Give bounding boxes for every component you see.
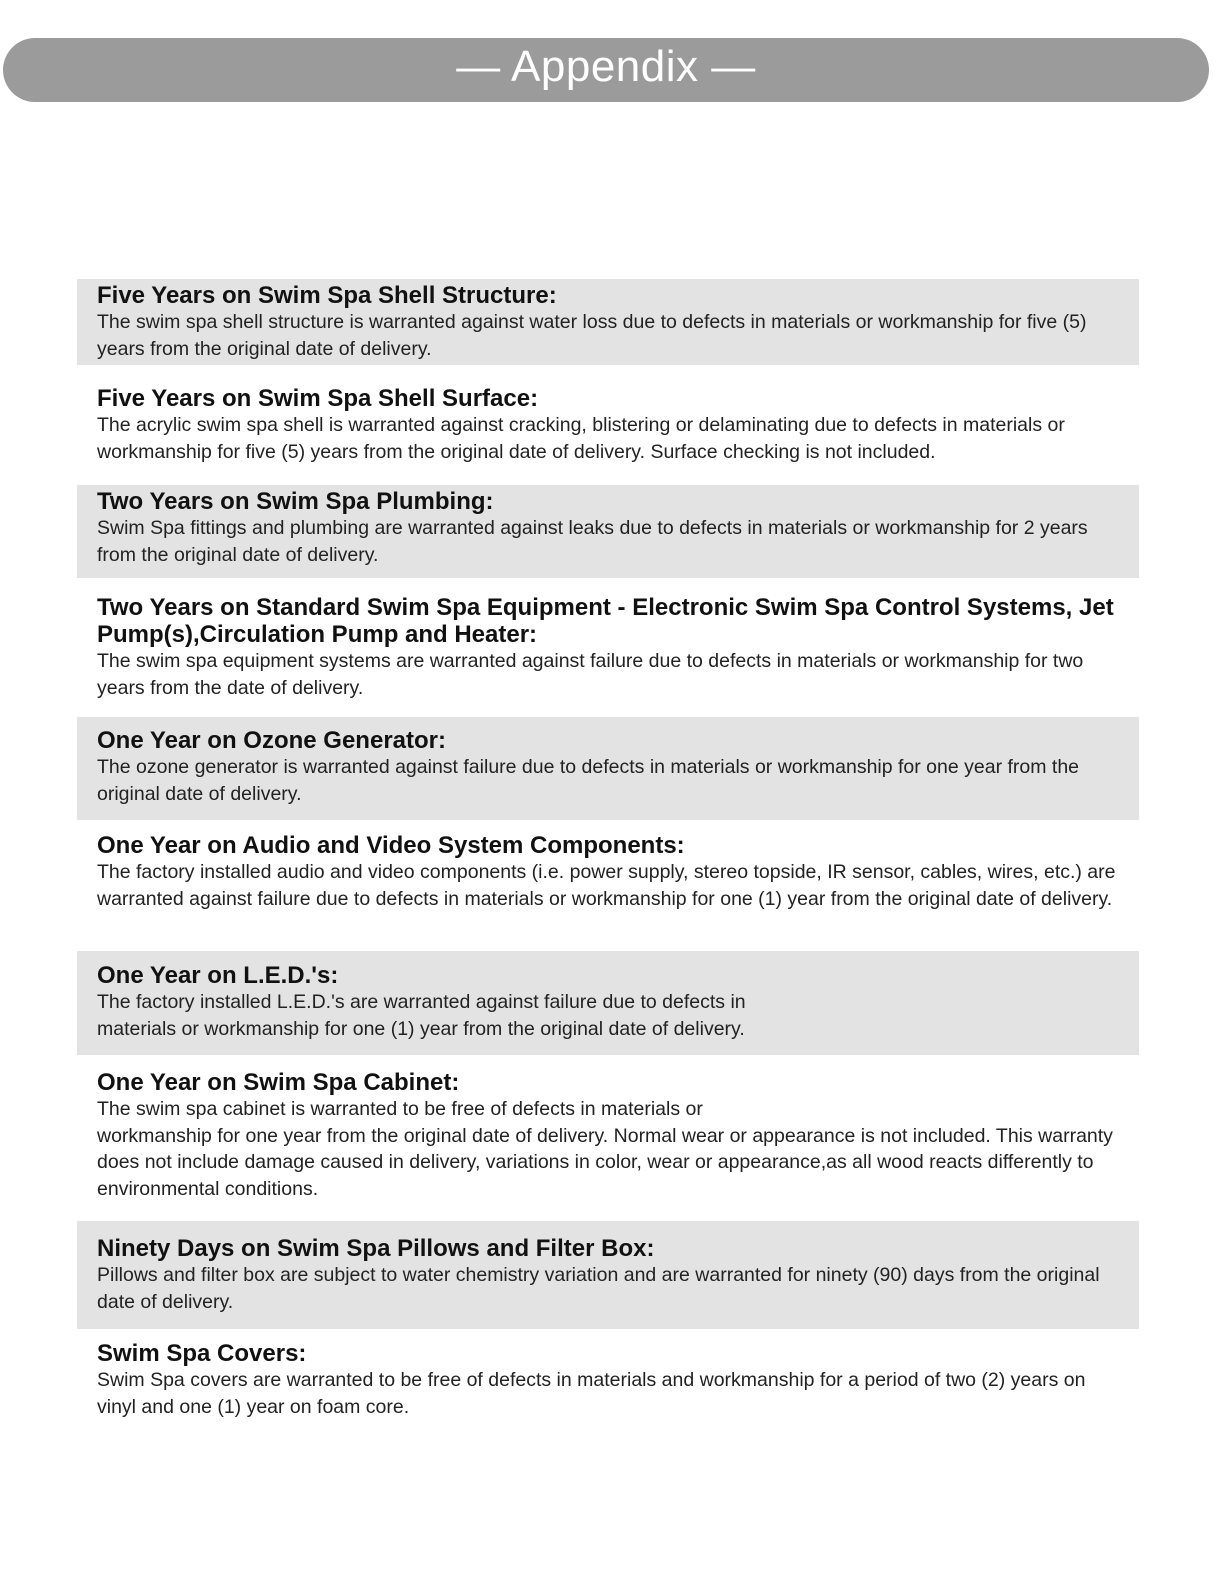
warranty-section-shell-surface [77, 365, 1139, 485]
section-heading: Two Years on Swim Spa Plumbing: [97, 488, 494, 515]
section-body: The swim spa cabinet is warranted to be free of defects in materials or workmanship for one year from the original date of delivery. Normal wear or appearance is not included. This warranty does not include damage caused in delivery, variations in color, wear or appearance,as all wood reacts differently to environmental conditions. [97, 1098, 1113, 1200]
section-body: Swim Spa covers are warranted to be free of defects in materials and workmanship for a period of two (2) years on vinyl and one (1) year on foam core. [97, 1369, 1086, 1418]
section-body: The swim spa shell structure is warranted against water loss due to defects in materials or workmanship for five (5) years from the original date of delivery. [97, 311, 1087, 360]
section-body: The swim spa equipment systems are warranted against failure due to defects in materials or workmanship for two years from the date of delivery. [97, 650, 1084, 699]
section-heading: One Year on Audio and Video System Components: [97, 832, 685, 859]
section-heading: Ninety Days on Swim Spa Pillows and Filter Box: [97, 1235, 655, 1262]
warranty-sections [77, 279, 1139, 1439]
section-body: The ozone generator is warranted against failure due to defects in materials or workmanship for one year from the original date of delivery. [97, 756, 1080, 805]
section-body: The acrylic swim spa shell is warranted against cracking, blistering or delaminating due to defects in materials or workmanship for five (5) years from the original date of delivery. Surface checking is not included. [97, 414, 1065, 463]
section-heading: One Year on Ozone Generator: [97, 727, 446, 754]
appendix-header-bar [3, 38, 1209, 102]
section-heading: One Year on Swim Spa Cabinet: [97, 1069, 460, 1096]
section-body: Pillows and filter box are subject to water chemistry variation and are warranted for ninety (90) days from the original date of delivery. [97, 1264, 1100, 1313]
section-heading: Five Years on Swim Spa Shell Surface: [97, 385, 539, 412]
warranty-section-covers [77, 1329, 1139, 1439]
warranty-section-plumbing [77, 485, 1139, 578]
section-heading: One Year on L.E.D.'s: [97, 962, 339, 989]
section-heading: Two Years on Standard Swim Spa Equipment - Electronic Swim Spa Control Systems, Jet Pump(s),Circulation Pump and Heater: [97, 594, 1114, 648]
warranty-section-ozone-generator [77, 717, 1139, 820]
warranty-section-cabinet [77, 1055, 1139, 1221]
warranty-section-shell-structure [77, 279, 1139, 365]
warranty-section-leds [77, 951, 1139, 1055]
page-title: — Appendix — [456, 42, 756, 91]
warranty-section-equipment [77, 578, 1139, 717]
warranty-section-audio-video [77, 820, 1139, 951]
section-body: The factory installed audio and video components (i.e. power supply, stereo topside, IR sensor, cables, wires, etc.) are warranted against failure due to defects in materials or workmanship for one (1) year from the original date of delivery. [97, 861, 1116, 910]
section-heading: Five Years on Swim Spa Shell Structure: [97, 282, 557, 309]
section-heading: Swim Spa Covers: [97, 1340, 307, 1367]
warranty-section-pillows-filter [77, 1221, 1139, 1329]
section-body: The factory installed L.E.D.'s are warranted against failure due to defects in materials or workmanship for one (1) year from the original date of delivery. [97, 991, 746, 1040]
section-body: Swim Spa fittings and plumbing are warranted against leaks due to defects in materials or workmanship for 2 years from the original date of delivery. [97, 517, 1088, 566]
